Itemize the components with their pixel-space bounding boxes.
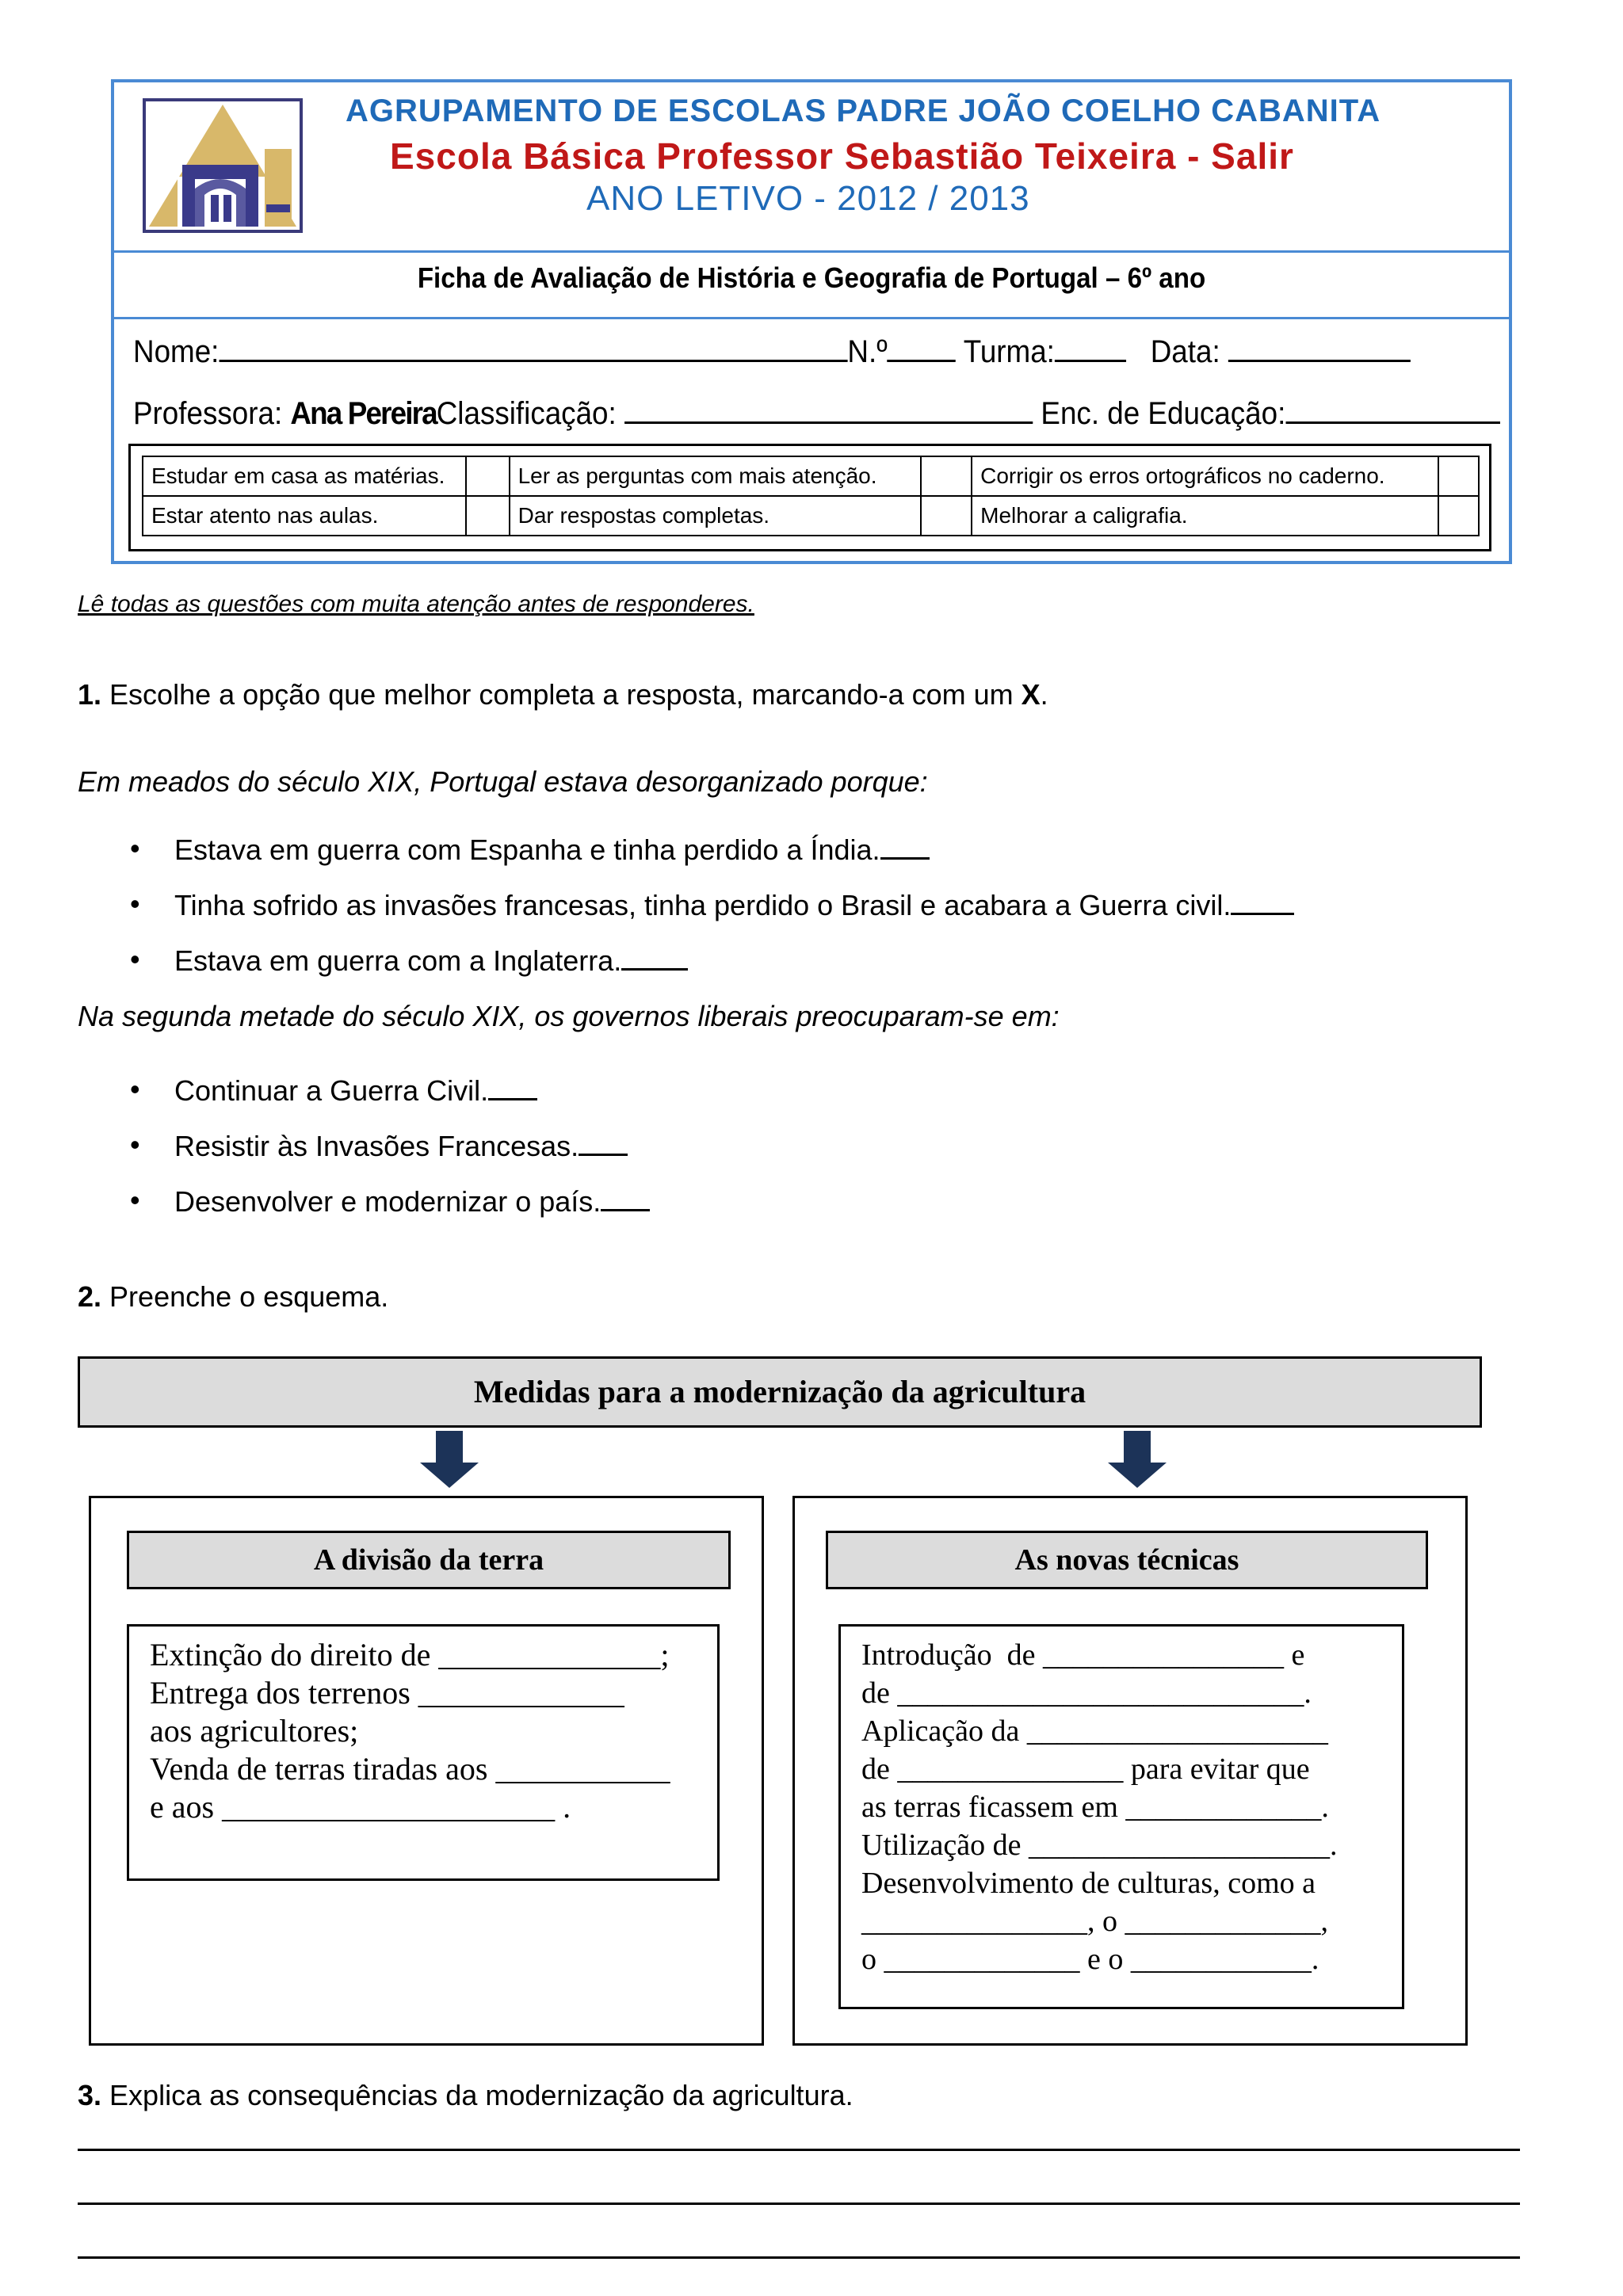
student-info-row xyxy=(133,331,1411,370)
answer-line[interactable] xyxy=(78,2203,1520,2205)
school-year: ANO LETIVO - 2012 / 2013 xyxy=(586,179,1030,218)
answer-blank[interactable] xyxy=(601,1184,650,1211)
right-branch-answer-box[interactable] xyxy=(838,1624,1404,2009)
number-field[interactable] xyxy=(888,331,956,362)
left-branch-text: Extinção do direito de ______________; Entrega dos terrenos _____________ aos agricultores; Venda de terras tiradas aos ___________ e aos _____________________ . xyxy=(150,1637,670,1825)
q1-prompt-text: Escolhe a opção que melhor completa a resposta, marcando-a com um xyxy=(109,678,1022,711)
school-name: Escola Básica Professor Sebastião Teixeira - Salir xyxy=(390,135,1294,177)
name-label: Nome: xyxy=(133,334,220,369)
tip-checkbox[interactable] xyxy=(921,456,972,496)
school-logo-icon xyxy=(146,101,300,230)
tip-checkbox[interactable] xyxy=(921,496,972,536)
tip-checkbox[interactable] xyxy=(466,496,509,536)
teacher-info-row xyxy=(133,393,1500,432)
tip-cell: Estudar em casa as matérias. xyxy=(143,456,466,496)
school-logo xyxy=(143,98,303,233)
q1-option xyxy=(130,832,930,867)
intro-instruction: Lê todas as questões com muita atenção antes de responderes. xyxy=(78,591,754,617)
class-field[interactable] xyxy=(1055,331,1126,362)
q2-number: 2. xyxy=(78,1280,102,1313)
q1-option xyxy=(130,1128,628,1163)
left-branch-title: A divisão da terra xyxy=(127,1531,731,1589)
option-text: Resistir às Invasões Francesas. xyxy=(174,1130,579,1162)
q1-prompt xyxy=(78,678,1048,711)
class-label: Turma: xyxy=(963,334,1055,369)
right-branch-text: Introdução de ________________ e de ___________________________. Aplicação da ____________________ de _______________ para evitar que as terras ficassem em _____________. Utilização de ____________________. Desenvolvimento de culturas, como a _______________, o _____________, o _____________ e o ____________. xyxy=(861,1638,1338,1976)
q2-prompt xyxy=(78,1280,388,1314)
tip-checkbox[interactable] xyxy=(1438,456,1479,496)
q1-option xyxy=(130,887,1294,922)
tip-cell: Estar atento nas aulas. xyxy=(143,496,466,536)
q3-prompt xyxy=(78,2079,854,2112)
q1-prompt-end: . xyxy=(1040,678,1048,711)
q3-number: 3. xyxy=(78,2079,102,2111)
answer-blank[interactable] xyxy=(488,1073,537,1100)
number-label: N.º xyxy=(847,334,888,369)
answer-blank[interactable] xyxy=(880,832,930,860)
option-text: Continuar a Guerra Civil. xyxy=(174,1074,489,1107)
tip-checkbox[interactable] xyxy=(1438,496,1479,536)
answer-blank[interactable] xyxy=(621,943,688,971)
left-branch-answer-box[interactable] xyxy=(127,1624,720,1881)
tips-table xyxy=(128,444,1491,551)
date-label: Data: xyxy=(1150,334,1220,369)
tip-cell: Ler as perguntas com mais atenção. xyxy=(510,456,921,496)
option-text: Estava em guerra com a Inglaterra. xyxy=(174,944,622,977)
guardian-field[interactable] xyxy=(1285,393,1499,424)
q1-prompt-mark: X xyxy=(1021,678,1041,711)
bullet-icon: • xyxy=(130,887,140,920)
answer-blank[interactable] xyxy=(1231,887,1294,915)
tip-cell: Corrigir os erros ortográficos no caderno. xyxy=(972,456,1438,496)
answer-line[interactable] xyxy=(78,2149,1520,2151)
q1-number: 1. xyxy=(78,678,102,711)
grade-field[interactable] xyxy=(624,393,1033,424)
bullet-icon: • xyxy=(130,1073,140,1105)
bullet-icon: • xyxy=(130,1128,140,1161)
tip-cell: Dar respostas completas. xyxy=(510,496,921,536)
answer-blank[interactable] xyxy=(579,1128,628,1156)
guardian-label: Enc. de Educação: xyxy=(1041,396,1286,431)
tip-checkbox[interactable] xyxy=(466,456,509,496)
answer-line[interactable] xyxy=(78,2256,1520,2259)
q1-option xyxy=(130,1073,537,1108)
name-field[interactable] xyxy=(219,331,847,362)
right-branch-title: As novas técnicas xyxy=(826,1531,1428,1589)
q3-prompt-text: Explica as consequências da modernização da agricultura. xyxy=(109,2079,854,2111)
tip-cell: Melhorar a caligrafia. xyxy=(972,496,1438,536)
teacher-label: Professora: xyxy=(133,396,283,431)
option-text: Desenvolver e modernizar o país. xyxy=(174,1185,601,1218)
arrow-down-icon xyxy=(420,1431,479,1488)
date-field[interactable] xyxy=(1228,331,1411,362)
bullet-icon: • xyxy=(130,832,140,864)
arrow-down-icon xyxy=(1108,1431,1167,1488)
group-name: AGRUPAMENTO DE ESCOLAS PADRE JOÃO COELHO CABANITA xyxy=(346,93,1381,128)
diagram-title: Medidas para a modernização da agricultura xyxy=(78,1356,1482,1428)
q1-part-b: Na segunda metade do século XIX, os governos liberais preocuparam-se em: xyxy=(78,1000,1060,1032)
worksheet-title: Ficha de Avaliação de História e Geografia de Portugal – 6º ano xyxy=(417,261,1206,294)
option-text: Tinha sofrido as invasões francesas, tinha perdido o Brasil e acabara a Guerra civil. xyxy=(174,889,1232,921)
grade-label: Classificação: xyxy=(436,396,617,431)
q1-option xyxy=(130,943,688,978)
bullet-icon: • xyxy=(130,1184,140,1216)
teacher-name: Ana Pereira xyxy=(290,396,437,431)
option-text: Estava em guerra com Espanha e tinha perdido a Índia. xyxy=(174,833,880,866)
q1-part-a: Em meados do século XIX, Portugal estava desorganizado porque: xyxy=(78,765,928,798)
q2-prompt-text: Preenche o esquema. xyxy=(109,1280,389,1313)
bullet-icon: • xyxy=(130,943,140,975)
q1-option xyxy=(130,1184,650,1219)
